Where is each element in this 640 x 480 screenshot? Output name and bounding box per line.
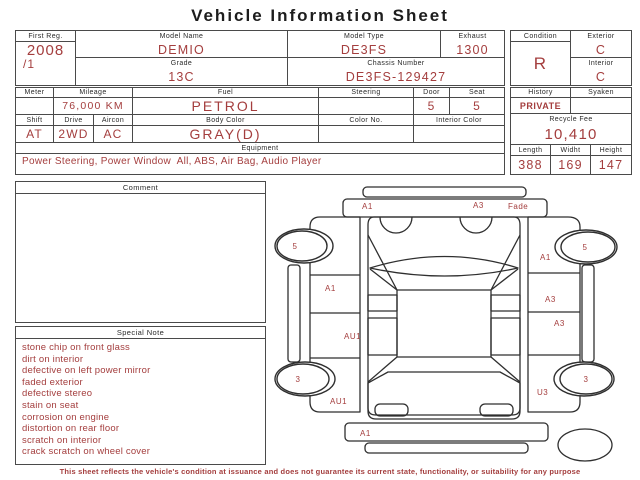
- first-reg-value: [16, 42, 76, 85]
- damage-label-rear-left-wheel: 3: [295, 375, 301, 384]
- special-note-list: [16, 339, 265, 461]
- page-title: Vehicle Information Sheet: [191, 6, 449, 25]
- fuel-value: PETROL: [133, 98, 319, 114]
- special-note-item: defective stereo: [22, 388, 93, 400]
- special-note-item: crack scratch on wheel cover: [22, 446, 151, 458]
- front-wheel-arches: [380, 217, 492, 233]
- history-label: History: [511, 88, 571, 98]
- door-label: Door: [414, 88, 450, 98]
- trunk: [368, 372, 520, 415]
- special-note-box: [15, 326, 266, 465]
- damage-label-right-front-door: A3: [545, 295, 556, 304]
- exhaust-label: Exhaust: [458, 33, 487, 40]
- damage-label-front-right-wheel: 5: [582, 243, 588, 252]
- aircon-value: AC: [94, 126, 133, 142]
- model-type-label: Model Type: [288, 31, 441, 42]
- rear-left-wheel: [275, 362, 335, 396]
- front-grille-strip: [363, 187, 526, 197]
- damage-label-rear-bumper: A1: [360, 429, 371, 438]
- drive-value: 2WD: [54, 126, 94, 142]
- damage-label-left-front-door: A1: [325, 284, 336, 293]
- model-name-value: DEMIO: [76, 42, 288, 58]
- vehicle-identity-table: [15, 30, 505, 86]
- recycle-fee-label: Recycle Fee: [549, 115, 593, 123]
- special-note-item: stain on seat: [22, 399, 79, 411]
- mileage-value: 76,000 KM: [54, 98, 133, 114]
- condition-value: R: [511, 42, 571, 85]
- specs-table: [15, 87, 505, 175]
- grade-label: Grade: [76, 58, 288, 69]
- left-rocker-sill: [288, 265, 300, 362]
- windshield: [370, 257, 518, 277]
- exterior-label: Exterior: [587, 33, 615, 40]
- exhaust-value: 1300: [441, 42, 504, 58]
- damage-label-right-front-fender: A1: [540, 253, 551, 262]
- chassis-number-label: Chassis Number: [367, 60, 425, 67]
- equipment-label: Equipment: [16, 143, 504, 154]
- interior-color-value: [414, 126, 504, 142]
- special-note-item: scratch on interior: [22, 434, 102, 446]
- right-rear-window: [491, 318, 520, 355]
- roof: [397, 290, 491, 357]
- damage-label-front-bumper-fade: Fade: [508, 202, 529, 211]
- special-note-item: dirt on interior: [22, 353, 84, 365]
- special-note-item: stone chip on front glass: [22, 342, 130, 353]
- special-note-item: defective on left power mirror: [22, 365, 151, 377]
- interior-label: Interior: [588, 60, 614, 67]
- seat-value: 5: [473, 99, 481, 113]
- comment-box: [15, 181, 266, 323]
- special-note-item: distortion on rear floor: [22, 423, 120, 435]
- special-note-item: faded exterior: [22, 376, 83, 388]
- first-reg-label: First Reg.: [16, 31, 76, 42]
- c-pillars: [368, 357, 520, 382]
- right-rocker-sill: [582, 265, 594, 362]
- syaken-value: [571, 98, 631, 113]
- color-no-label: Color No.: [319, 115, 414, 126]
- fuel-label: Fuel: [133, 88, 319, 98]
- mileage-label: Mileage: [54, 88, 133, 98]
- model-type-value: DE3FS: [288, 42, 441, 58]
- rear-lower-strip: [365, 443, 528, 453]
- drive-label: Drive: [54, 115, 94, 126]
- interior-value: C: [595, 70, 607, 84]
- model-name-label: Model Name: [76, 31, 288, 42]
- left-front-window: [368, 295, 397, 311]
- condition-grade-table: [510, 30, 632, 86]
- body-color-value: GRAY(D): [133, 126, 319, 142]
- body-color-label: Body Color: [133, 115, 319, 126]
- left-rear-window: [368, 318, 397, 355]
- damage-label-front-bumper-right: A3: [473, 201, 484, 210]
- length-value: 388: [511, 156, 551, 174]
- disclaimer-text: This sheet reflects the vehicle's condition at issuance and does not guarantee its current state, functionality, or suitability for any purpose: [59, 467, 581, 476]
- height-value: 147: [598, 158, 624, 172]
- comment-text: [16, 194, 265, 200]
- exterior-value: C: [571, 42, 631, 58]
- history-value: PRIVATE: [511, 98, 571, 113]
- damage-label-left-rocker: AU1: [344, 332, 362, 341]
- damage-label-rear-right-wheel: 3: [583, 375, 589, 384]
- shift-value: AT: [16, 126, 54, 142]
- interior-color-label: Interior Color: [414, 115, 504, 126]
- car-diagram-svg: [268, 183, 636, 465]
- recycle-fee-value: 10,410: [544, 125, 598, 143]
- steering-label: Steering: [319, 88, 414, 98]
- meter-value: [16, 98, 54, 114]
- chassis-number-value: DE3FS-129427: [345, 70, 447, 84]
- history-fee-table: [510, 87, 632, 175]
- aircon-label: Aircon: [94, 115, 133, 126]
- equipment-value: Power Steering, Power Window All, ABS, Air Bag, Audio Player: [22, 156, 322, 167]
- meter-label: Meter: [16, 88, 54, 98]
- comment-label: Comment: [16, 182, 265, 194]
- special-note-label: Special Note: [16, 327, 265, 339]
- door-value: 5: [414, 98, 450, 114]
- right-tail-lamp: [480, 404, 513, 416]
- car-damage-diagram: [268, 183, 636, 465]
- damage-label-left-rear-panel: AU1: [330, 397, 348, 406]
- special-note-item: corrosion on engine: [22, 411, 110, 423]
- grade-value: 13C: [76, 69, 288, 85]
- rear-bumper: [345, 423, 548, 441]
- steering-value: [319, 98, 414, 114]
- front-left-wheel: [275, 229, 333, 263]
- left-tail-lamp: [375, 404, 408, 416]
- spare-wheel: [558, 429, 612, 461]
- first-reg-month: /1: [23, 57, 36, 72]
- width-label: Widht: [551, 145, 591, 156]
- syaken-label: Syaken: [571, 88, 631, 98]
- damage-label-front-bumper-left: A1: [362, 202, 373, 211]
- shift-label: Shift: [16, 115, 54, 126]
- seat-label: Seat: [450, 88, 504, 98]
- damage-label-front-left-wheel: 5: [292, 242, 298, 251]
- condition-label: Condition: [511, 31, 571, 42]
- color-no-value: [319, 126, 414, 142]
- damage-label-right-rear-panel: U3: [537, 388, 549, 397]
- length-label: Length: [511, 145, 551, 156]
- right-panel-dividers: [528, 273, 580, 355]
- damage-label-right-rear-door: A3: [554, 319, 565, 328]
- height-label: Height: [591, 145, 631, 156]
- right-front-window: [491, 295, 520, 311]
- width-value: 169: [551, 156, 591, 174]
- first-reg-year: 2008: [26, 42, 65, 59]
